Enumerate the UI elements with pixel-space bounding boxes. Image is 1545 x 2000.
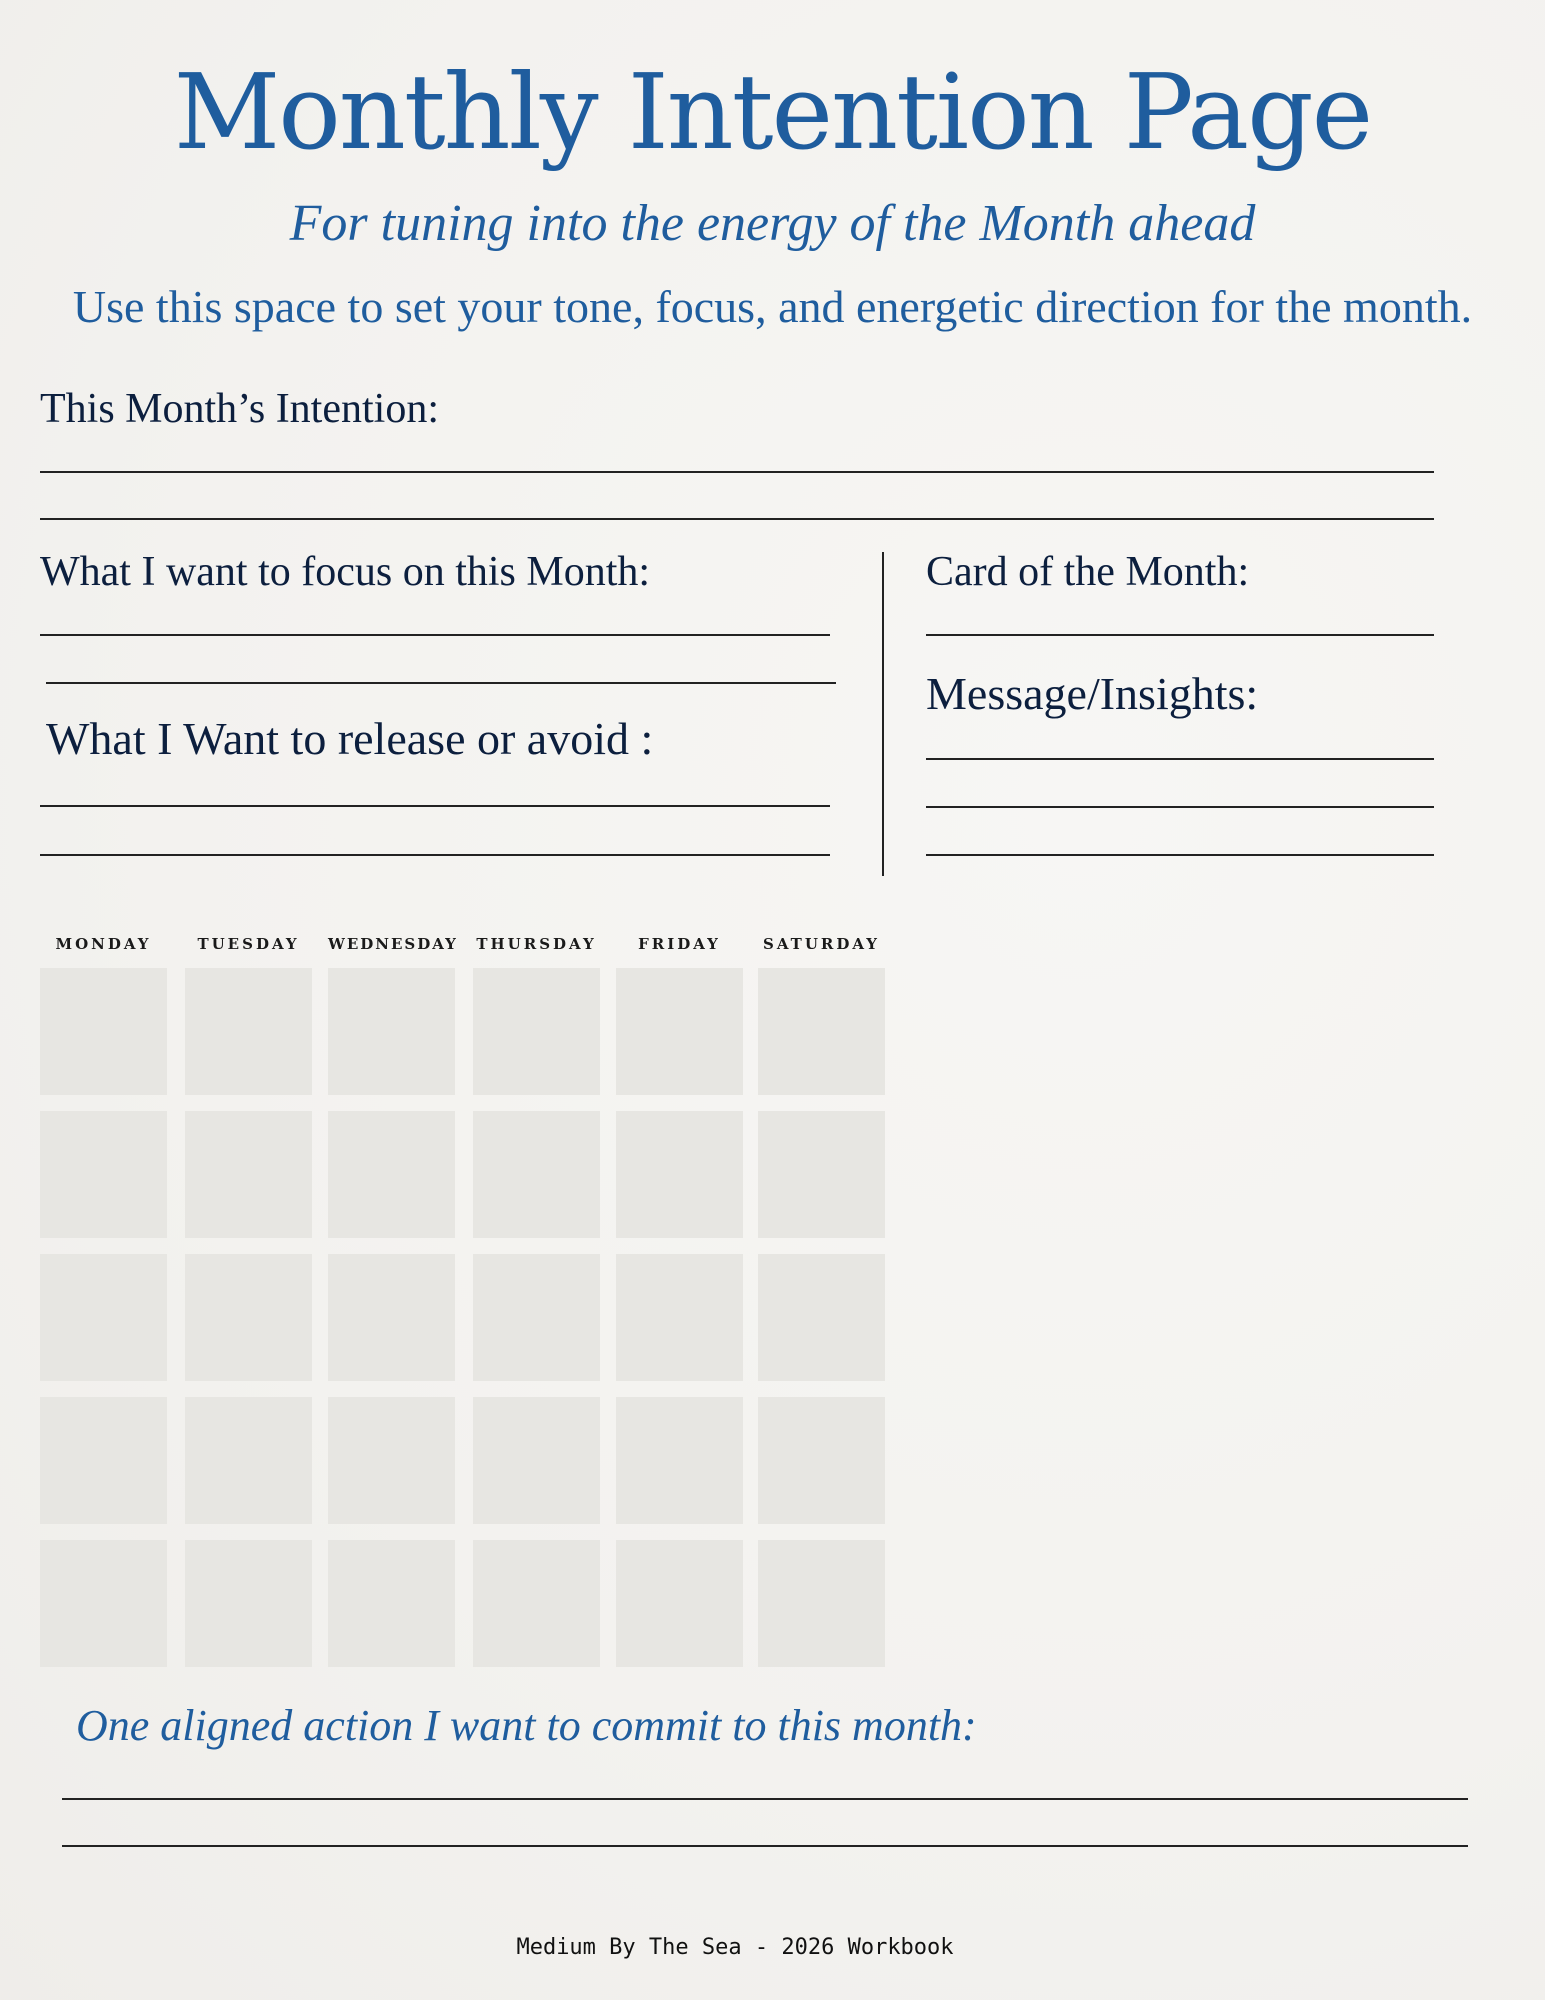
calendar-cell[interactable] (185, 968, 312, 1095)
intention-line-2[interactable] (40, 518, 1434, 520)
focus-line-2[interactable] (46, 682, 836, 684)
page-title: Monthly Intention Page (173, 51, 1372, 173)
calendar-cell[interactable] (616, 1111, 743, 1238)
calendar-cell[interactable] (185, 1111, 312, 1238)
calendar-cell[interactable] (473, 1540, 600, 1667)
intention-label: This Month’s Intention: (40, 386, 439, 432)
day-header-wednesday: WEDNESDAY (328, 935, 458, 953)
message-line-3[interactable] (926, 854, 1434, 856)
day-header-tuesday: TUESDAY (197, 935, 300, 953)
calendar-cell[interactable] (758, 1111, 885, 1238)
focus-line-1[interactable] (40, 634, 830, 636)
message-line-2[interactable] (926, 806, 1434, 808)
calendar-cell[interactable] (40, 1111, 167, 1238)
card-line[interactable] (926, 634, 1434, 636)
calendar-cell[interactable] (473, 1397, 600, 1524)
footer-text: Medium By The Sea - 2026 Workbook (516, 1935, 954, 1960)
calendar-cell[interactable] (616, 1254, 743, 1381)
calendar-cell[interactable] (328, 1540, 455, 1667)
calendar-cell[interactable] (473, 1111, 600, 1238)
day-header-friday: FRIDAY (638, 935, 721, 953)
page-subtitle: For tuning into the energy of the Month ahead (289, 195, 1256, 252)
calendar-cell[interactable] (616, 968, 743, 1095)
calendar-cell[interactable] (758, 968, 885, 1095)
column-divider (882, 552, 884, 876)
calendar-cell[interactable] (758, 1540, 885, 1667)
calendar-cell[interactable] (328, 968, 455, 1095)
day-header-saturday: SATURDAY (763, 935, 880, 953)
release-label: What I Want to release or avoid : (46, 713, 654, 764)
calendar-cell[interactable] (185, 1540, 312, 1667)
day-header-thursday: THURSDAY (476, 935, 597, 953)
calendar-cell[interactable] (40, 1397, 167, 1524)
card-label: Card of the Month: (926, 549, 1250, 595)
calendar-cell[interactable] (473, 968, 600, 1095)
calendar-cell[interactable] (40, 968, 167, 1095)
calendar-cell[interactable] (616, 1540, 743, 1667)
intro-text: Use this space to set your tone, focus, and energetic direction for the month. (72, 281, 1473, 332)
day-header-monday: MONDAY (55, 935, 152, 953)
calendar-cell[interactable] (328, 1254, 455, 1381)
commit-label: One aligned action I want to commit to this month: (76, 1701, 977, 1750)
calendar-cell[interactable] (758, 1397, 885, 1524)
release-line-2[interactable] (40, 854, 830, 856)
message-label: Message/Insights: (926, 668, 1259, 719)
calendar-cell[interactable] (473, 1254, 600, 1381)
calendar-cell[interactable] (328, 1111, 455, 1238)
intention-line-1[interactable] (40, 471, 1434, 473)
calendar-cell[interactable] (758, 1254, 885, 1381)
calendar-cell[interactable] (185, 1254, 312, 1381)
focus-label: What I want to focus on this Month: (40, 549, 651, 595)
release-line-1[interactable] (40, 805, 830, 807)
calendar-cell[interactable] (185, 1397, 312, 1524)
calendar-cell[interactable] (40, 1254, 167, 1381)
commit-line-1[interactable] (62, 1798, 1468, 1800)
message-line-1[interactable] (926, 758, 1434, 760)
calendar-cell[interactable] (616, 1397, 743, 1524)
commit-line-2[interactable] (62, 1845, 1468, 1847)
calendar-cell[interactable] (40, 1540, 167, 1667)
calendar-cell[interactable] (328, 1397, 455, 1524)
